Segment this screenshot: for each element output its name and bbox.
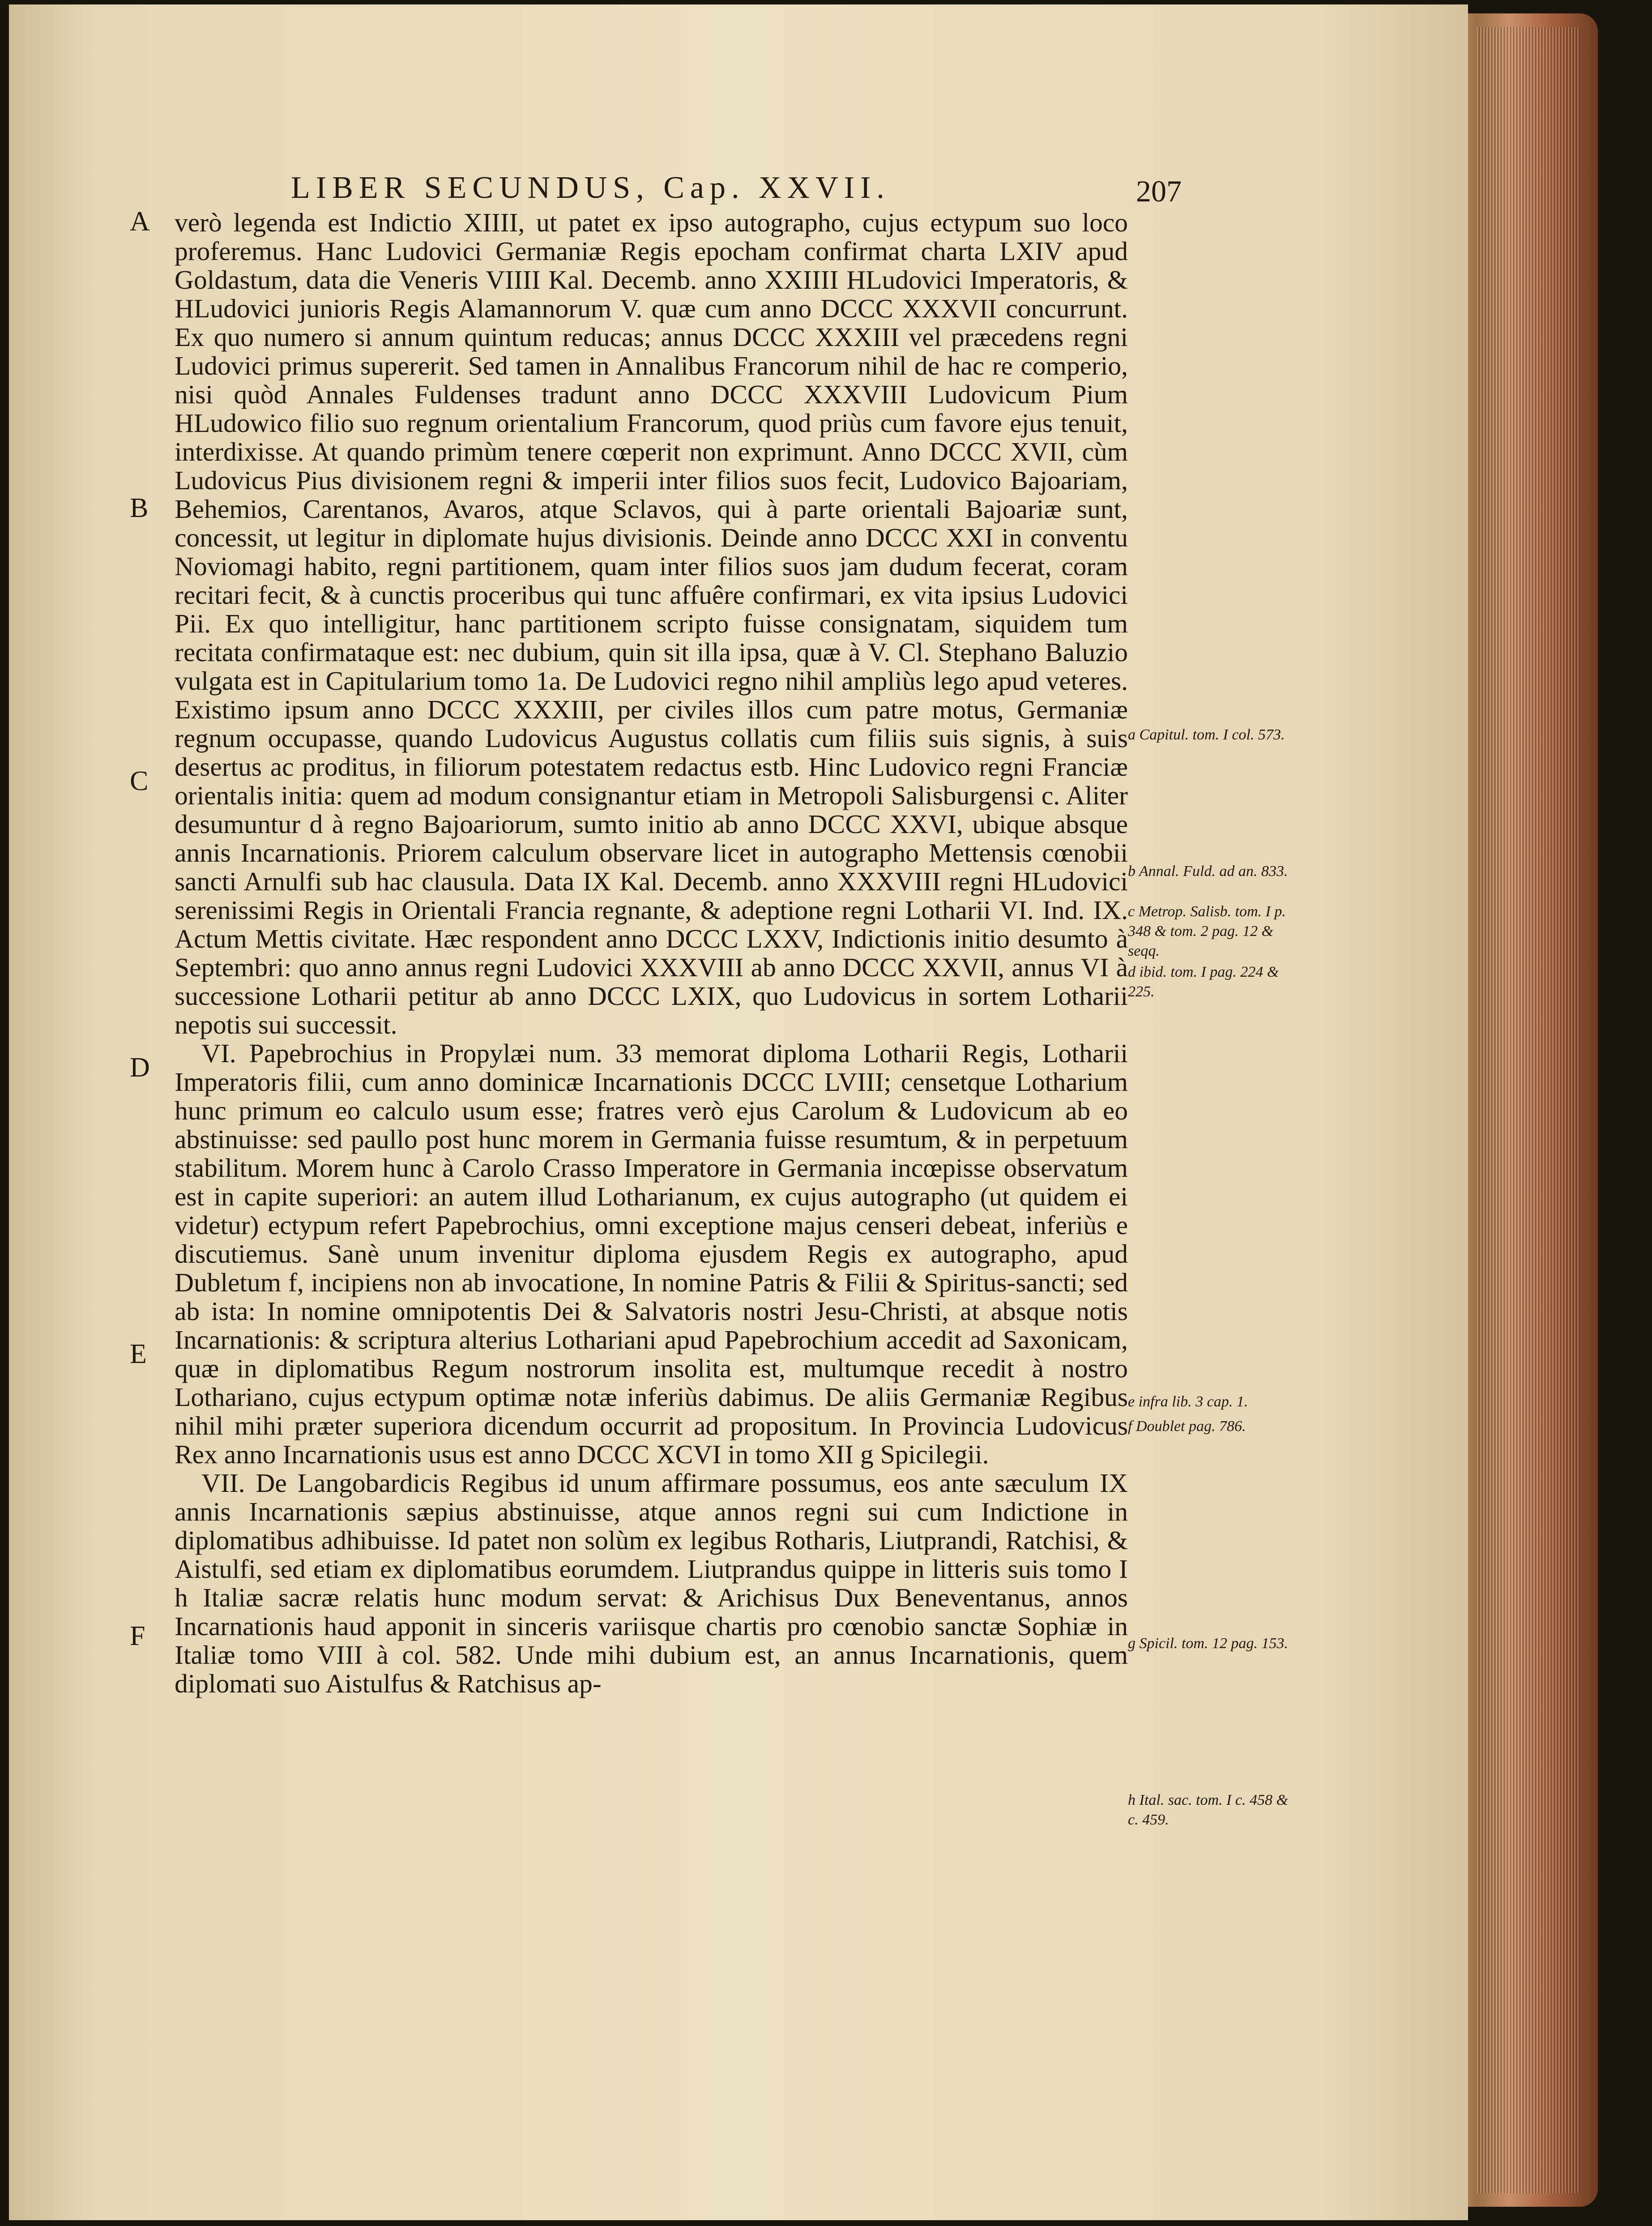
paragraph-vi: VI. Papebrochius in Propylæi num. 33 memorat diploma Lotharii Regis, Lotharii Imperatoris filii, cum anno dominicæ Incarnationis DCCC LVIII; censetque Lotharium hunc primum eo calculo usum esse; fratres verò ejus Carolum & Ludovicum ab eo abstinuisse: sed paullo post hunc morem in Germania fuisse resumtum, & in perpetuum stabilitum. Morem hunc à Carolo Crasso Imperatore in Germania incœpisse observatum est in capite superiori: an autem illud Lotharianum, ex cujus autographo (ut quidem ei videtur) ectypum refert Papebrochius, omni exceptione majus censeri debeat, inferiùs e discutiemus. Sanè unum invenitur diploma ejusdem Regis ex autographo, apud Dubletum f, incipiens non ab invocatione, In nomine Patris & Filii & Spiritus-sancti; sed ab ista: In nomine omnipotentis Dei & Salvatoris nostri Jesu-Christi, at absque notis Incarnationis: & scriptura alterius Lothariani apud Papebrochium accedit ad Saxonicam, quæ in diplomatibus Regum nostrorum insolita est, multumque recedit à nostro Lothariano, cujus ectypum optimæ notæ inferiùs dabimus. De aliis Germaniæ Regibus nihil mihi præter superiora dicendum occurrit ad propositum. In Provincia Ludovicus Rex anno Incarnationis usus est anno DCCC XCVI in tomo XII g Spicilegii. — [175, 1038, 1128, 1469]
main-text — [175, 208, 1128, 1698]
section-letter-b: B — [130, 493, 149, 523]
section-letter-d: D — [130, 1052, 150, 1083]
margin-note-h: h Ital. sac. tom. I c. 458 & c. 459. — [1128, 1792, 1288, 1828]
paragraph-vii: VII. De Langobardicis Regibus id unum affirmare possumus, eos ante sæculum IX annis Incarnationis sæpius abstinuisse, atque annos regni sui cum Indictione in diplomatibus adhibuisse. Id patet non solùm ex legibus Rotharis, Liutprandi, Ratchisi, & Aistulfi, sed etiam ex diplomatibus eorumdem. Liutprandus quippe in litteris suis tomo I h Italiæ sacræ relatis hunc modum servat: & Arichisus Dux Beneventanus, annos Incarnationis haud apponit in sinceris variisque chartis pro cœnobio sanctæ Sophiæ in Italiæ tomo VIII à col. 582. Unde mihi dubium est, an annus Incarnationis, quem diplomati suo Aistulfus & Ratchisus ap- — [175, 1468, 1128, 1698]
margin-note-g: g Spicil. tom. 12 pag. 153. — [1128, 1635, 1288, 1652]
margin-note-f: f Doublet pag. 786. — [1128, 1418, 1246, 1435]
margin-note-b: b Annal. Fuld. ad an. 833. — [1128, 863, 1288, 880]
margin-note-e: e infra lib. 3 cap. 1. — [1128, 1393, 1248, 1410]
section-letter-a: A — [130, 206, 150, 237]
margin-note-d: d ibid. tom. I pag. 224 & 225. — [1128, 964, 1279, 1000]
section-letter-e: E — [130, 1339, 147, 1369]
running-head: LIBER SECUNDUS, Cap. XXVII. — [291, 171, 890, 205]
paragraph-continuation: verò legenda est Indictio XIIII, ut patet ex ipso autographo, cujus ectypum suo loco proferemus. Hanc Ludovici Germaniæ Regis epocham confirmat charta LXIV apud Goldastum, data die Veneris VIIII Kal. Decemb. anno XXIIII HLudovici Imperatoris, & HLudovici junioris Regis Alamannorum V. quæ cum anno DCCC XXXVII concurrunt. Ex quo numero si annum quintum reducas; annus DCCC XXXIII vel præcedens regni Ludovici primus supererit. Sed tamen in Annalibus Francorum nihil de hac re comperio, nisi quòd Annales Fuldenses tradunt anno DCCC XXXVIII Ludovicum Pium HLudowico filio suo regnum orientalium Francorum, quod priùs cum favore ejus tenuit, interdixisse. At quando primùm tenere cœperit non exprimunt. Anno DCCC XVII, cùm Ludovicus Pius divisionem regni & imperii inter filios suos fecit, Ludovico Bajoariam, Behemios, Carentanos, Avaros, atque Sclavos, qui à parte orientali Bajoariæ sunt, concessit, ut legitur in diplomate hujus divisionis. Deinde anno DCCC XXI in conventu Noviomagi habito, regni partitionem, quam inter filios suos jam dudum fecerat, coram recitari fecit, & à cunctis proceribus qui tunc affuêre confirmari, ex vita ipsius Ludovici Pii. Ex quo intelligitur, hanc partitionem scripto fuisse consignatam, siquidem tum recitata confirmataque est: nec dubium, quin sit illa ipsa, quæ à V. Cl. Stephano Baluzio vulgata est in Capitularium tomo 1a. De Ludovici regno nihil ampliùs lego apud veteres. Existimo ipsum anno DCCC XXXIII, per civiles illos cum patre motus, Germaniæ regnum occupasse, quando Ludovicus Augustus collatis cum filiis suis signis, à suis desertus ac proditus, in filiorum potestatem redactus estb. Hinc Ludovico regni Franciæ orientalis initia: quem ad modum consignantur etiam in Metropoli Salisburgensi c. Aliter desumuntur d à regno Bajoariorum, sumto initio ab anno DCCC XXVI, ubique absque annis Incarnationis. Priorem calculum observare licet in autographo Mettensis cœnobii sancti Arnulfi sub hac clausula. Data IX Kal. Decemb. anno XXXVIII regni HLudovici serenissimi Regis in Orientali Francia regnante, & adeptione regni Lotharii VI. Ind. IX. Actum Mettis civitate. Hæc respondent anno DCCC LXXV, Indictionis initio desumto à Septembri: quo anno annus regni Ludovici XXXVIII ab anno DCCC XXVII, annus VI à successione Lotharii petitur ab anno DCCC LXIX, quo Ludovicus in sortem Lotharii nepotis sui successit. — [175, 208, 1128, 1039]
book-page — [9, 4, 1468, 2220]
margin-note-a: a Capitul. tom. I col. 573. — [1128, 726, 1285, 743]
margin-note-c: c Metrop. Salisb. tom. I p. 348 & tom. 2 pag. 12 & seqq. — [1128, 903, 1286, 959]
section-letter-c: C — [130, 766, 149, 796]
section-letter-f: F — [130, 1621, 145, 1651]
page-number: 207 — [1136, 174, 1182, 208]
page-edge-lines — [1477, 27, 1580, 2193]
